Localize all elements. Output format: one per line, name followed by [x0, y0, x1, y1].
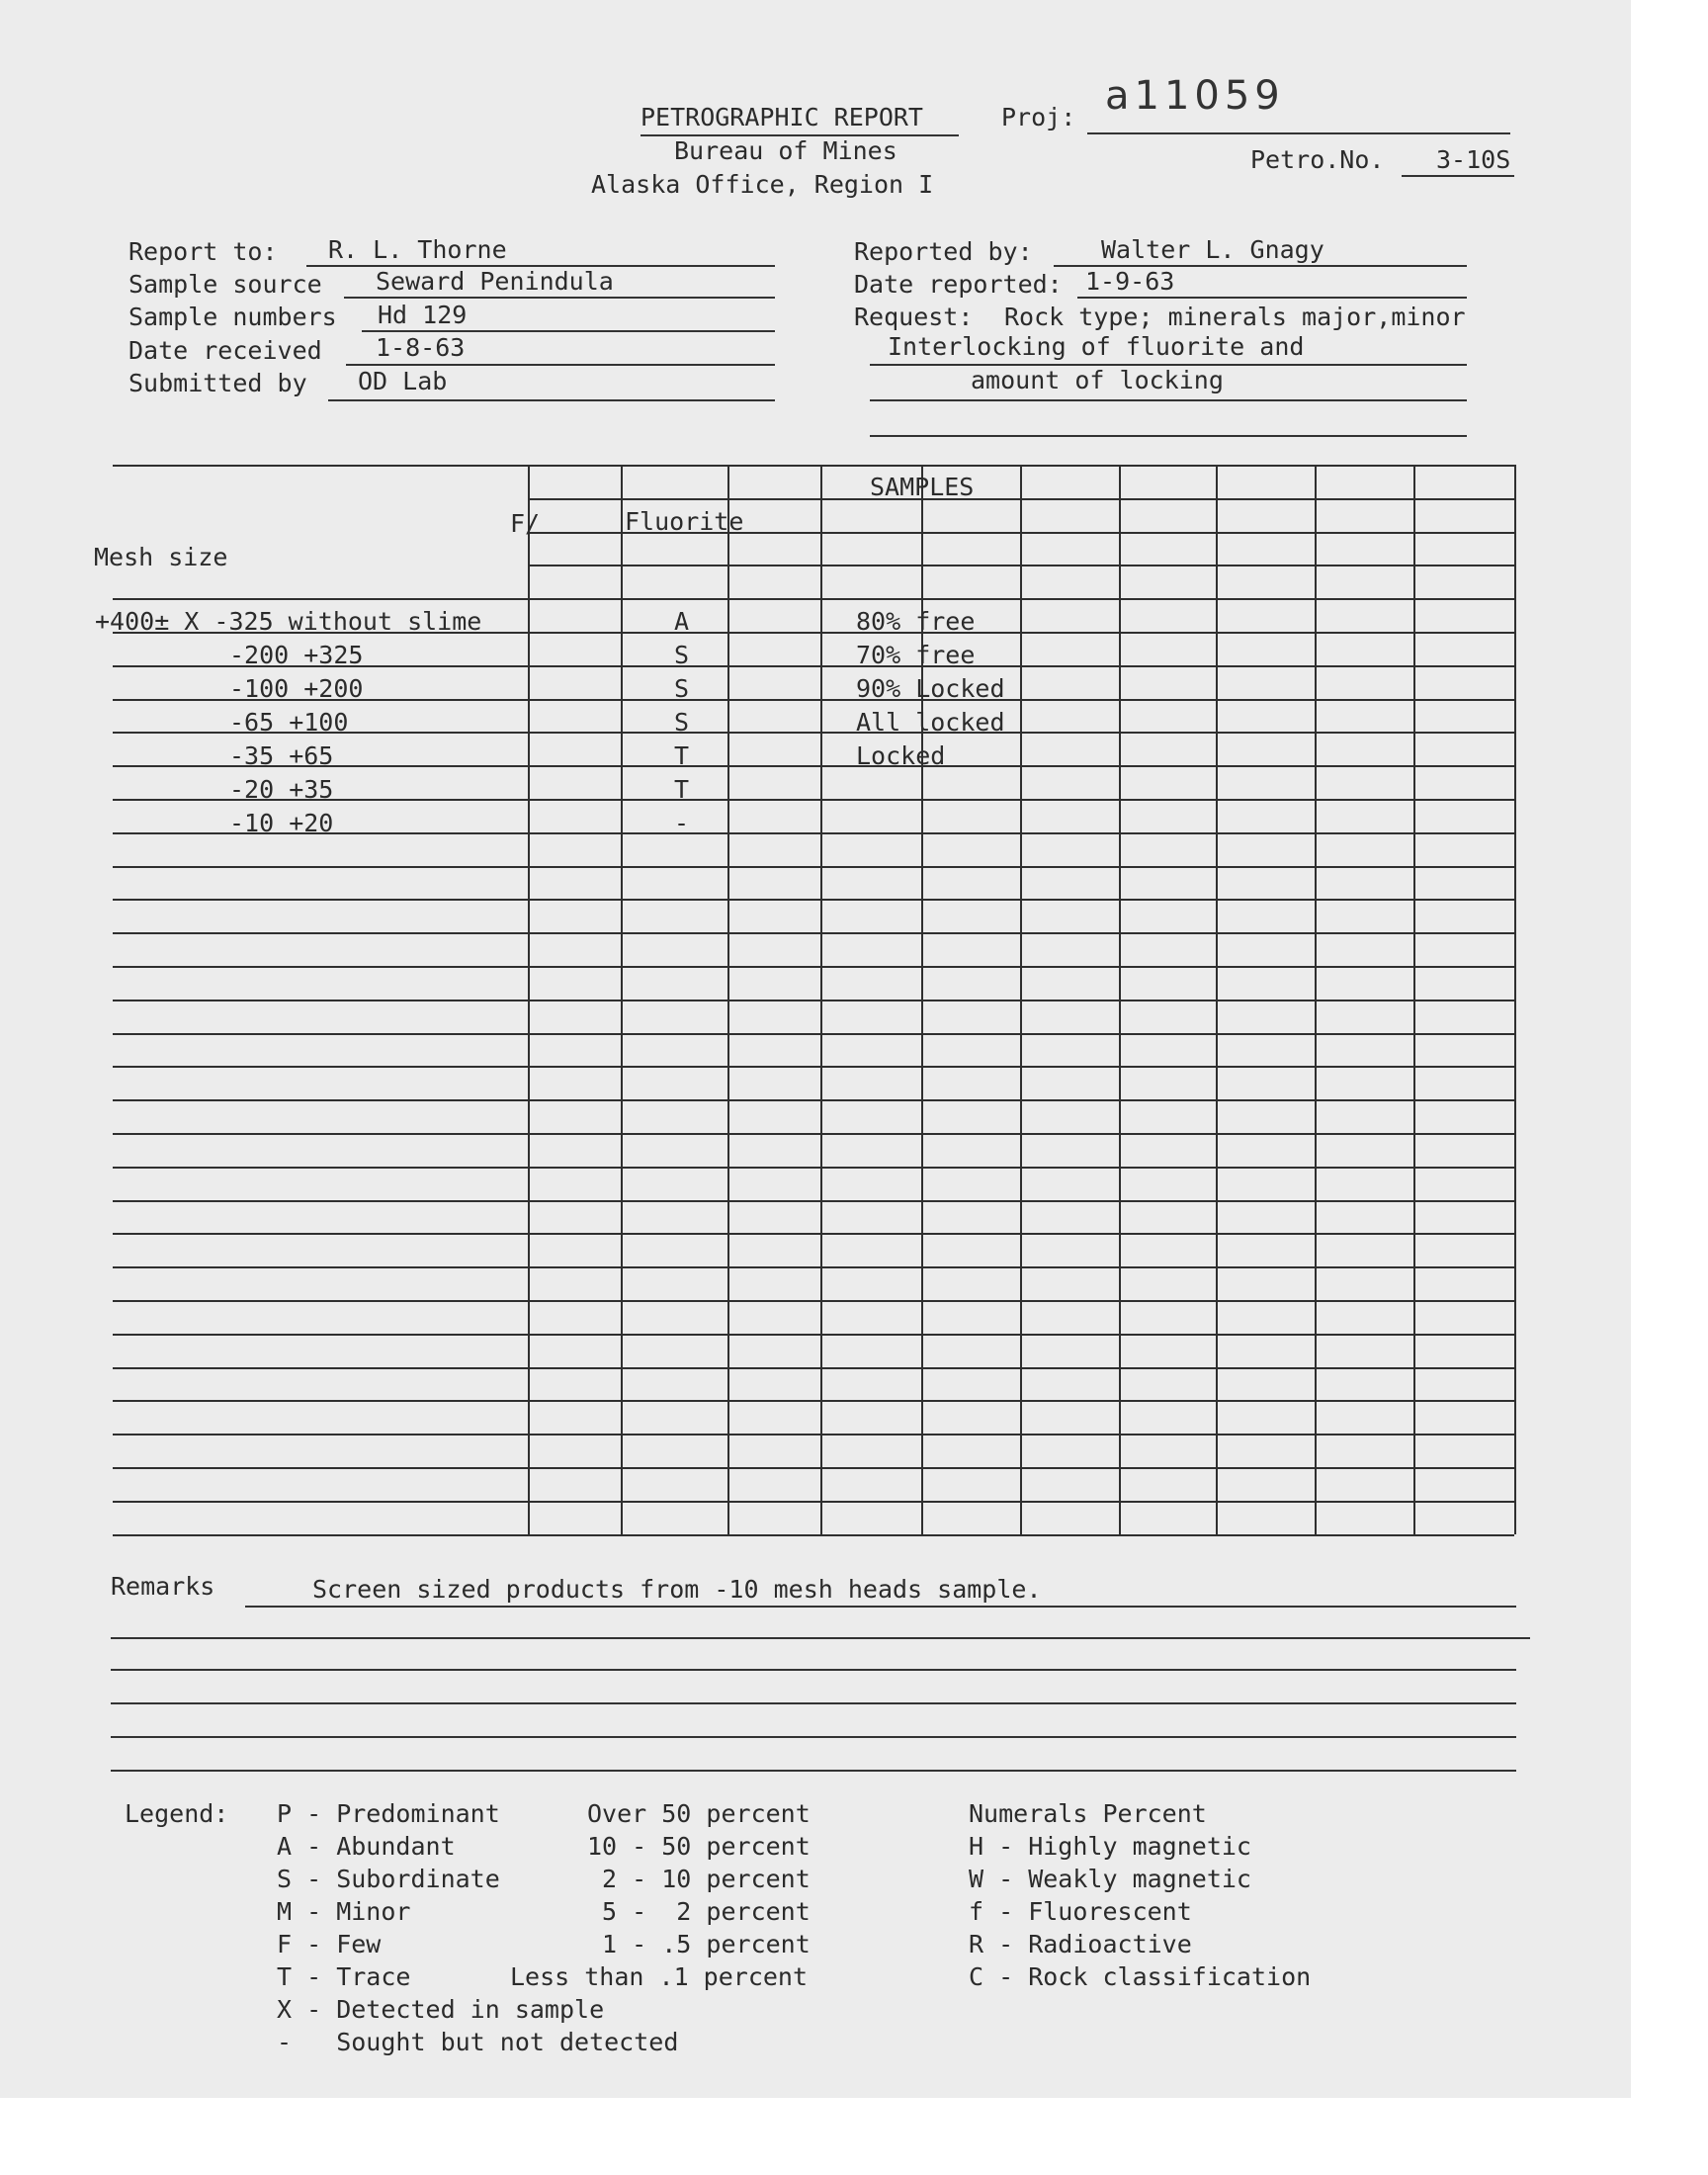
remarks-line-6: [111, 1770, 1516, 1772]
grid-row-line: [113, 1133, 1514, 1135]
petro-underline: [1402, 175, 1514, 177]
legend-code-p: P - Predominant: [277, 1799, 500, 1828]
grid-row-line: [113, 1200, 1514, 1202]
mesh-size-label: Mesh size: [94, 543, 228, 571]
legend-label: Legend:: [125, 1799, 229, 1828]
remarks-line-1: [245, 1606, 1516, 1608]
remarks-line-5: [111, 1736, 1516, 1738]
sample-source-value: Seward Penindula: [376, 267, 614, 296]
grid-row-line: [113, 1434, 1514, 1436]
report-to-label: Report to:: [128, 237, 278, 266]
column-mark: F/: [510, 509, 541, 538]
request-line-4-rule: [870, 435, 1467, 437]
grid-row-line: [113, 1233, 1514, 1235]
org-line-1: Bureau of Mines: [674, 136, 897, 165]
row-5-mesh: -35 +65: [229, 741, 334, 770]
date-reported-line: [1077, 297, 1467, 299]
legend-code-t: T - Trace: [277, 1962, 411, 1991]
grid-top-border: [113, 465, 1514, 467]
proj-underline: [1087, 132, 1510, 134]
grid-row-line: [113, 1167, 1514, 1169]
samples-header: SAMPLES: [870, 473, 975, 501]
sample-source-line: [344, 297, 775, 299]
legend-right-numerals: Numerals Percent: [969, 1799, 1207, 1828]
request-label: Request:: [854, 303, 974, 331]
submitted-by-label: Submitted by: [128, 369, 307, 397]
legend-right-h: H - Highly magnetic: [969, 1832, 1251, 1861]
legend-code-f: F - Few: [277, 1930, 382, 1958]
request-line-3: amount of locking: [971, 366, 1224, 394]
remarks-label: Remarks: [111, 1572, 215, 1601]
row-4-mesh: -65 +100: [229, 708, 349, 737]
legend-code-x: X - Detected in sample: [277, 1995, 605, 2024]
date-reported-label: Date reported:: [854, 270, 1063, 299]
grid-column-line: [820, 465, 822, 1534]
row-1-mesh: +400± X -325 without slime: [95, 607, 482, 636]
grid-row-line: [113, 1266, 1514, 1268]
org-line-2: Alaska Office, Region I: [591, 170, 934, 199]
grid-row-line: [113, 966, 1514, 968]
grid-column-line: [1315, 465, 1317, 1534]
column-fluorite: Fluorite: [625, 507, 744, 536]
proj-value: a11059: [1105, 73, 1285, 119]
grid-row-line: [113, 1334, 1514, 1336]
row-1-fluorite: A: [674, 607, 690, 636]
grid-row-line: [113, 1066, 1514, 1068]
grid-row-line: [113, 1467, 1514, 1469]
legend-right-f: f - Fluorescent: [969, 1897, 1192, 1926]
legend-range-f: 1 - .5 percent: [587, 1930, 811, 1958]
grid-column-line: [621, 465, 623, 1534]
grid-column-line: [1119, 465, 1121, 1534]
reported-by-label: Reported by:: [854, 237, 1033, 266]
row-2-fluorite: S: [674, 641, 690, 669]
date-received-value: 1-8-63: [376, 333, 466, 362]
legend-range-a: 10 - 50 percent: [587, 1832, 811, 1861]
grid-row-line: [113, 1501, 1514, 1503]
submitted-by-value: OD Lab: [358, 367, 448, 395]
sample-numbers-value: Hd 129: [378, 301, 468, 329]
row-4-note: All locked: [856, 708, 1005, 737]
report-to-value: R. L. Thorne: [328, 235, 507, 264]
legend-code-dash: - Sought but not detected: [277, 2028, 679, 2056]
remarks-line-2: [111, 1637, 1530, 1639]
request-line-3-rule: [870, 399, 1467, 401]
submitted-by-line: [328, 399, 775, 401]
remarks-line-3: [111, 1669, 1516, 1671]
grid-row-line: [113, 598, 1514, 600]
grid-row-line: [113, 866, 1514, 868]
legend-range-t: Less than .1 percent: [510, 1962, 809, 1991]
legend-code-a: A - Abundant: [277, 1832, 456, 1861]
legend-range-m: 5 - 2 percent: [587, 1897, 811, 1926]
grid-column-line: [1413, 465, 1415, 1534]
remarks-line-4: [111, 1702, 1516, 1704]
row-5-note: Locked: [856, 741, 946, 770]
grid-row-line: [113, 1099, 1514, 1101]
petro-no-label: Petro.No.: [1250, 145, 1385, 174]
row-3-mesh: -100 +200: [229, 674, 364, 703]
row-3-note: 90% Locked: [856, 674, 1005, 703]
sample-numbers-line: [362, 330, 775, 332]
proj-label: Proj:: [1001, 103, 1076, 131]
report-title: PETROGRAPHIC REPORT: [640, 103, 923, 131]
reported-by-value: Walter L. Gnagy: [1101, 235, 1324, 264]
grid-column-line: [1216, 465, 1218, 1534]
row-1-note: 80% free: [856, 607, 976, 636]
row-4-fluorite: S: [674, 708, 690, 737]
date-received-line: [346, 364, 775, 366]
row-7-fluorite: -: [674, 809, 690, 837]
row-7-mesh: -10 +20: [229, 809, 334, 837]
grid-column-line: [1020, 465, 1022, 1534]
legend-range-p: Over 50 percent: [587, 1799, 811, 1828]
legend-range-s: 2 - 10 percent: [587, 1865, 811, 1893]
grid-bottom-border: [113, 1534, 1514, 1536]
grid-column-line: [727, 465, 729, 1534]
grid-row-line: [113, 1000, 1514, 1001]
row-6-mesh: -20 +35: [229, 775, 334, 804]
grid-right-border: [1514, 465, 1516, 1534]
remarks-text: Screen sized products from -10 mesh heads sample.: [312, 1575, 1042, 1604]
sample-source-label: Sample source: [128, 270, 322, 299]
request-value: Rock type; minerals major,minor: [1004, 303, 1466, 331]
legend-code-s: S - Subordinate: [277, 1865, 500, 1893]
row-2-note: 70% free: [856, 641, 976, 669]
row-3-fluorite: S: [674, 674, 690, 703]
grid-row-line: [113, 1300, 1514, 1302]
request-line-2: Interlocking of fluorite and: [888, 332, 1305, 361]
row-2-mesh: -200 +325: [229, 641, 364, 669]
row-6-fluorite: T: [674, 775, 690, 804]
row-5-fluorite: T: [674, 741, 690, 770]
date-received-label: Date received: [128, 336, 322, 365]
grid-column-line: [528, 465, 530, 1534]
grid-row-line: [113, 1033, 1514, 1035]
petro-no-value: 3-10S: [1436, 145, 1511, 174]
legend-right-w: W - Weakly magnetic: [969, 1865, 1251, 1893]
grid-row-line: [113, 1400, 1514, 1402]
date-reported-value: 1-9-63: [1085, 267, 1175, 296]
sample-numbers-label: Sample numbers: [128, 303, 337, 331]
legend-right-c: C - Rock classification: [969, 1962, 1312, 1991]
legend-code-m: M - Minor: [277, 1897, 411, 1926]
grid-row-line: [113, 899, 1514, 901]
grid-row-line: [113, 1367, 1514, 1369]
grid-row-line: [113, 932, 1514, 934]
legend-right-r: R - Radioactive: [969, 1930, 1192, 1958]
